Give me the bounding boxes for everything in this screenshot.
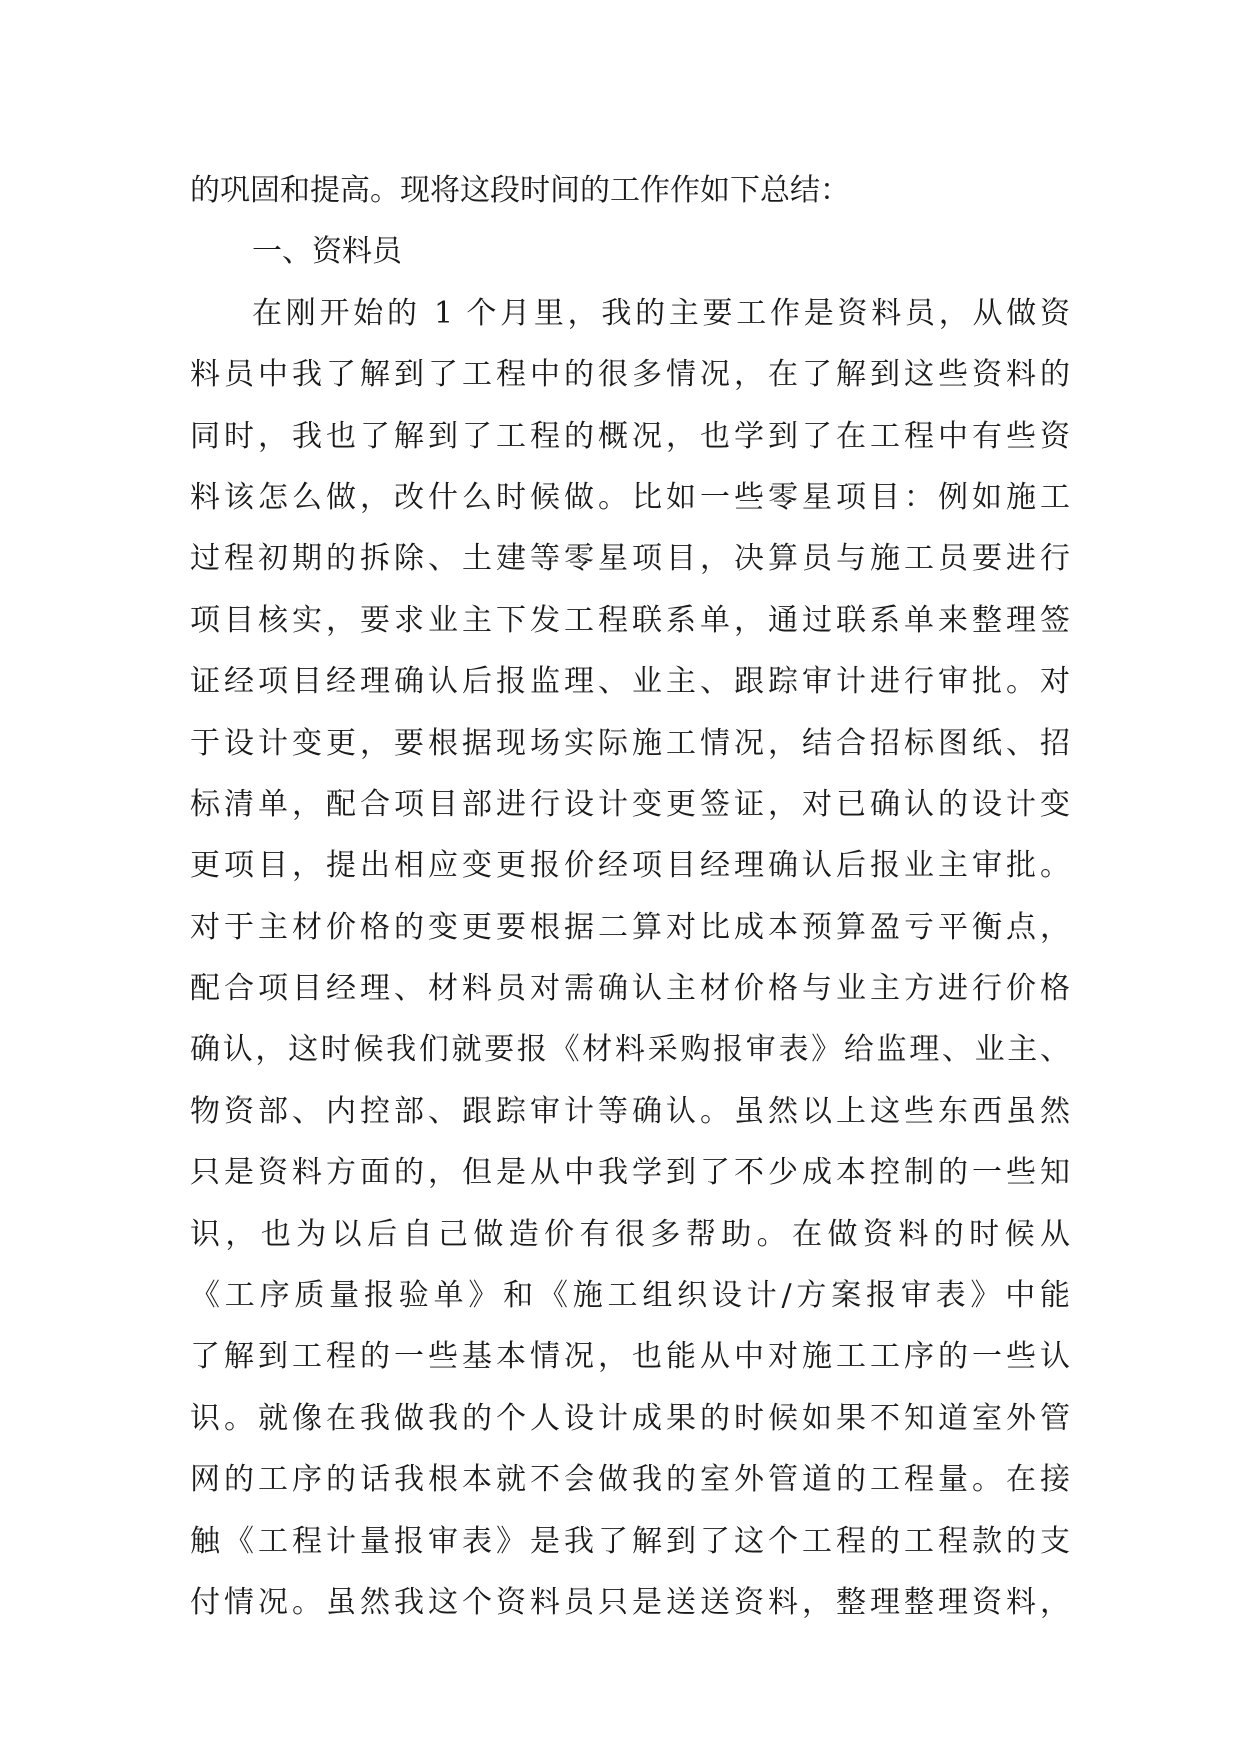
text-line: 同时，我也了解到了工程的概况，也学到了在工程中有些资 bbox=[190, 418, 1070, 454]
text-line: 确认，这时候我们就要报《材料采购报审表》给监理、业主、 bbox=[190, 1032, 1070, 1068]
text-line: 的巩固和提高。现将这段时间的工作作如下总结： bbox=[190, 173, 850, 208]
document-body bbox=[190, 160, 1070, 1633]
text-line: 配合项目经理、材料员对需确认主材价格与业主方进行价格 bbox=[190, 971, 1070, 1007]
text-line: 网的工序的话我根本就不会做我的室外管道的工程量。在接 bbox=[190, 1462, 1070, 1498]
text-line: 付情况。虽然我这个资料员只是送送资料，整理整理资料， bbox=[190, 1584, 1070, 1620]
section-heading: 一、资料员 bbox=[252, 234, 402, 270]
text-line: 料该怎么做，改什么时候做。比如一些零星项目：例如施工 bbox=[190, 479, 1070, 515]
text-line: 识。就像在我做我的个人设计成果的时候如果不知道室外管 bbox=[190, 1400, 1070, 1436]
text-line: 证经项目经理确认后报监理、业主、跟踪审计进行审批。对 bbox=[190, 664, 1070, 700]
text-line: 物资部、内控部、跟踪审计等确认。虽然以上这些东西虽然 bbox=[190, 1093, 1070, 1129]
text-line: 项目核实，要求业主下发工程联系单，通过联系单来整理签 bbox=[190, 602, 1070, 638]
text-line: 于设计变更，要根据现场实际施工情况，结合招标图纸、招 bbox=[190, 725, 1070, 761]
text-line: 了解到工程的一些基本情况，也能从中对施工工序的一些认 bbox=[190, 1339, 1070, 1375]
text-line: 识，也为以后自己做造价有很多帮助。在做资料的时候从 bbox=[190, 1216, 1070, 1252]
text-line: 在刚开始的 1 个月里，我的主要工作是资料员，从做资 bbox=[252, 295, 1070, 331]
text-line: 标清单，配合项目部进行设计变更签证，对已确认的设计变 bbox=[190, 786, 1070, 822]
text-line: 更项目，提出相应变更报价经项目经理确认后报业主审批。 bbox=[190, 848, 1070, 884]
text-line: 对于主材价格的变更要根据二算对比成本预算盈亏平衡点， bbox=[190, 909, 1070, 945]
text-line: 触《工程计量报审表》是我了解到了这个工程的工程款的支 bbox=[190, 1523, 1070, 1559]
text-line: 过程初期的拆除、土建等零星项目，决算员与施工员要进行 bbox=[190, 541, 1070, 577]
text-line: 料员中我了解到了工程中的很多情况，在了解到这些资料的 bbox=[190, 357, 1070, 393]
text-line: 《工序质量报验单》和《施工组织设计/方案报审表》中能 bbox=[190, 1278, 1070, 1314]
text-line: 只是资料方面的，但是从中我学到了不少成本控制的一些知 bbox=[190, 1155, 1070, 1191]
